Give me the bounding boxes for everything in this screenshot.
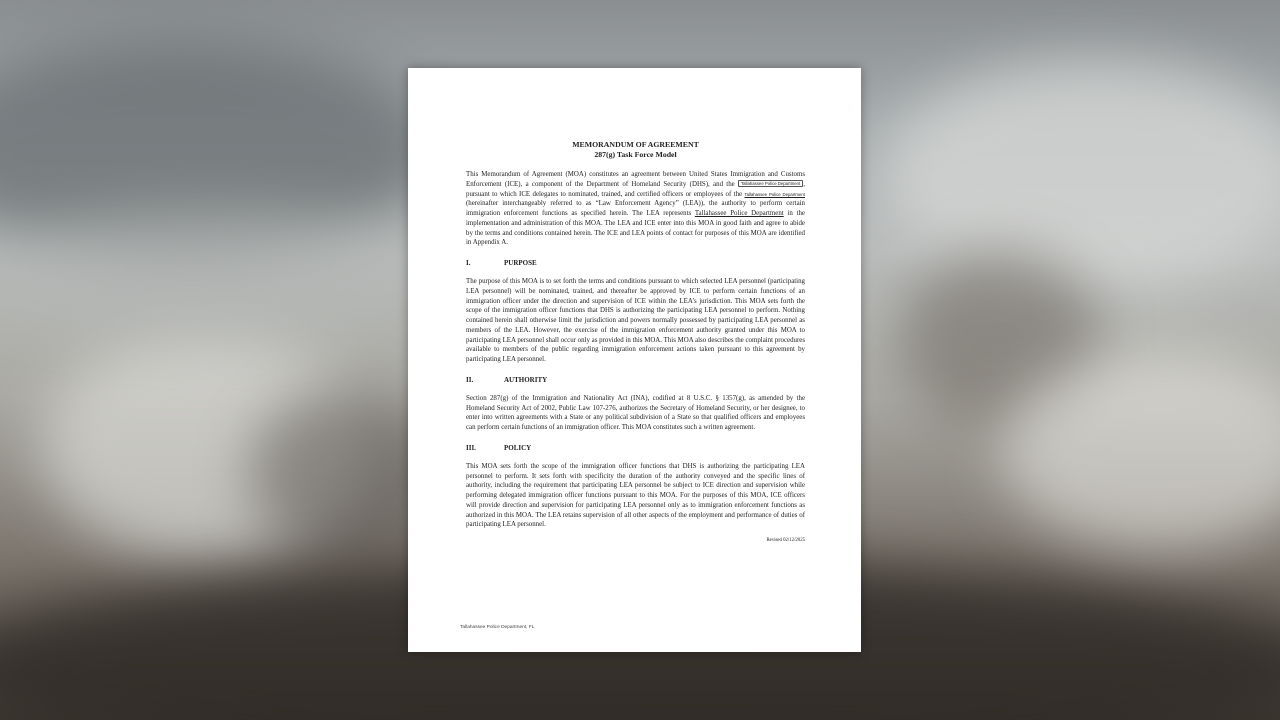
- section-heading-purpose: [466, 258, 805, 268]
- section-title: POLICY: [504, 443, 532, 452]
- section-title: AUTHORITY: [504, 375, 548, 384]
- document-title: [466, 140, 805, 160]
- title-line-2: 287(g) Task Force Model: [594, 150, 677, 159]
- section-heading-authority: [466, 375, 805, 385]
- section-body-purpose: The purpose of this MOA is to set forth the terms and conditions pursuant to which selected LEA personnel (participating LEA personnel) will be nominated, trained, and thereafter be approved by ICE to perform certain functions of an immigration officer under the direction and supervision of ICE within the LEA’s jurisdiction. This MOA sets forth the scope of the immigration officer functions that DHS is authorizing the participating LEA personnel to perform. Nothing contained herein shall otherwise limit the jurisdiction and powers normally possessed by participating LEA personnel as members of the LEA. However, the exercise of the immigration enforcement authority granted under this MOA to participating LEA personnel shall occur only as provided in this MOA. This MOA also describes the complaint procedures available to members of the public regarding immigration enforcement actions taken pursuant to this agreement by participating LEA personnel.: [466, 278, 805, 363]
- intro-paragraph: [466, 170, 805, 248]
- title-line-1: MEMORANDUM OF AGREEMENT: [572, 140, 699, 149]
- section-body-authority: Section 287(g) of the Immigration and Nationality Act (INA), codified at 8 U.S.C. § 1357(g), as amended by the Homeland Security Act of 2002, Public Law 107-276, authorizes the Secretary of Homeland Security, or her designee, to enter into written agreements with a State or any political subdivision of a State so that qualified officers and employees can perform certain functions of an immigration officer. This MOA constitutes such a written agreement.: [466, 394, 805, 431]
- intro-text-1: This Memorandum of Agreement (MOA) constitutes an agreement between United States Immigration and Customs Enforcement (ICE), a component of the Department of Homeland Security (DHS), and the: [466, 171, 805, 188]
- section-heading-policy: [466, 443, 805, 453]
- agency-name-underlined: Tallahassee Police Department: [694, 210, 784, 217]
- section-number: II.: [466, 375, 474, 384]
- agency-name-field-2: Tallahassee Police Department: [744, 191, 805, 197]
- revision-date: Revised 02/12/2025: [766, 538, 805, 543]
- intro-text-3: (hereinafter interchangeably referred to as “Law Enforcement Agency” (LEA)), the authority to perform certain immigration enforcement functions as specified herein. The LEA represents: [466, 200, 805, 217]
- page-footer: Tallahassee Police Department, FL: [460, 625, 535, 630]
- section-title: PURPOSE: [504, 259, 537, 267]
- agency-name-field: Tallahassee Police Department: [738, 180, 803, 187]
- intro-text-4: in the implementation and administration of this MOA. The LEA and ICE enter into this MOA in good faith and agree to abide by the terms and conditions contained herein. The ICE and LEA points of contact for purposes of this MOA are identified in Appendix A.: [466, 210, 805, 247]
- section-number: III.: [466, 443, 476, 452]
- document-page: [408, 68, 861, 652]
- section-number: I.: [466, 259, 471, 267]
- section-body-policy: This MOA sets forth the scope of the immigration officer functions that DHS is authorizing the participating LEA personnel to perform. It sets forth with specificity the duration of the authority conveyed and the specific lines of authority, including the requirement that participating LEA personnel be subject to ICE direction and supervision while performing delegated immigration officer functions pursuant to this MOA. For the purposes of this MOA, ICE officers will provide direction and supervision for participating LEA personnel only as to immigration enforcement functions as authorized in this MOA. The LEA retains supervision of all other aspects of the employment and performance of duties of participating LEA personnel.: [466, 462, 805, 529]
- intro-text-2: , pursuant to which ICE delegates to nominated, trained, and certified officers or employees of the: [466, 180, 805, 198]
